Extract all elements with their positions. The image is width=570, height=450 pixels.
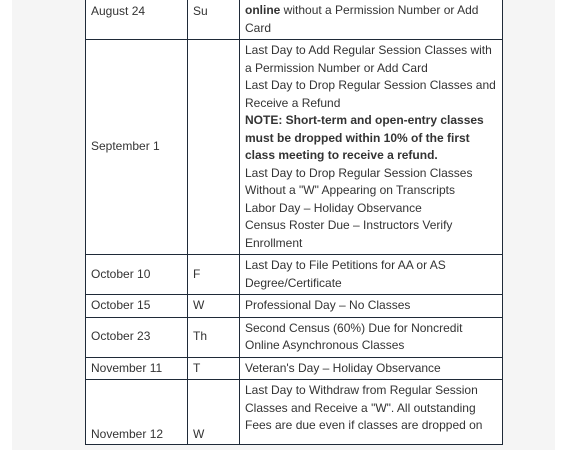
- event-text-bold: online: [245, 3, 281, 17]
- weekday-cell: [188, 40, 240, 255]
- event-text: Last Day to Drop Regular Session Classes Without a "W" Appearing on Transcripts: [245, 165, 473, 197]
- event-text: Second Census (60%) Due for Noncredit Online Asynchronous Classes: [245, 320, 463, 352]
- date-text: November 11: [91, 360, 163, 375]
- table-row: [86, 40, 503, 255]
- date-cell: [86, 255, 188, 295]
- weekday-cell: [188, 0, 240, 40]
- event-cell: [240, 380, 503, 445]
- table-row: [86, 317, 503, 357]
- weekday-cell: [188, 317, 240, 357]
- weekday-cell: [188, 255, 240, 295]
- date-cell: [86, 380, 188, 445]
- table-row: [86, 0, 503, 40]
- calendar-table-body: [86, 0, 503, 444]
- weekday-text: Th: [193, 329, 208, 344]
- table-row: [86, 295, 503, 318]
- event-text: Last Day to Add Regular Session Classes with a Permission Number or Add Card: [245, 43, 492, 75]
- table-row: [86, 357, 503, 380]
- event-cell: [240, 295, 503, 318]
- date-cell: [86, 295, 188, 318]
- event-text: Last Day to File Petitions for AA or AS Degree/Certificate: [245, 258, 446, 290]
- event-cell: [240, 357, 503, 380]
- table-row: [86, 380, 503, 445]
- weekday-text: Su: [193, 4, 208, 18]
- event-text: Veteran's Day – Holiday Observance: [245, 360, 441, 375]
- event-text: Professional Day – No Classes: [245, 298, 411, 312]
- event-text: [245, 3, 478, 35]
- date-text: October 10: [91, 266, 151, 281]
- weekday-cell: [188, 357, 240, 380]
- event-text-rest: without a Permission Number or Add Card: [245, 3, 479, 35]
- event-text: Last Day to Drop Regular Session Classes and Receive a Refund: [245, 78, 496, 110]
- event-note: NOTE: Short-term and open-entry classes must be dropped within 10% of the first class meeting to receive a refund.: [245, 113, 484, 162]
- date-cell: [86, 0, 188, 40]
- date-text: October 23: [91, 329, 151, 344]
- event-cell: [240, 317, 503, 357]
- event-cell: [240, 255, 503, 295]
- date-cell: [86, 40, 188, 255]
- event-text: Labor Day – Holiday Observance: [245, 200, 422, 215]
- date-cell: [86, 357, 188, 380]
- date-text: November 12: [91, 427, 164, 441]
- weekday-text: W: [193, 427, 205, 441]
- weekday-text: F: [193, 266, 201, 281]
- event-text: Last Day to Withdraw from Regular Session Classes and Receive a "W". All outstanding Fees are due even if classes are dropped on: [245, 383, 483, 432]
- date-text: August 24: [91, 4, 146, 18]
- weekday-text: W: [193, 298, 205, 312]
- date-cell: [86, 317, 188, 357]
- academic-calendar-table: [85, 0, 503, 445]
- event-text: Census Roster Due – Instructors Verify Enrollment: [245, 218, 453, 250]
- weekday-cell: [188, 295, 240, 318]
- weekday-cell: [188, 380, 240, 445]
- event-cell: [240, 40, 503, 255]
- table-row: [86, 255, 503, 295]
- date-text: September 1: [91, 139, 160, 154]
- weekday-text: T: [193, 360, 201, 375]
- event-cell: [240, 0, 503, 40]
- date-text: October 15: [91, 298, 151, 312]
- content-panel: [12, 0, 555, 450]
